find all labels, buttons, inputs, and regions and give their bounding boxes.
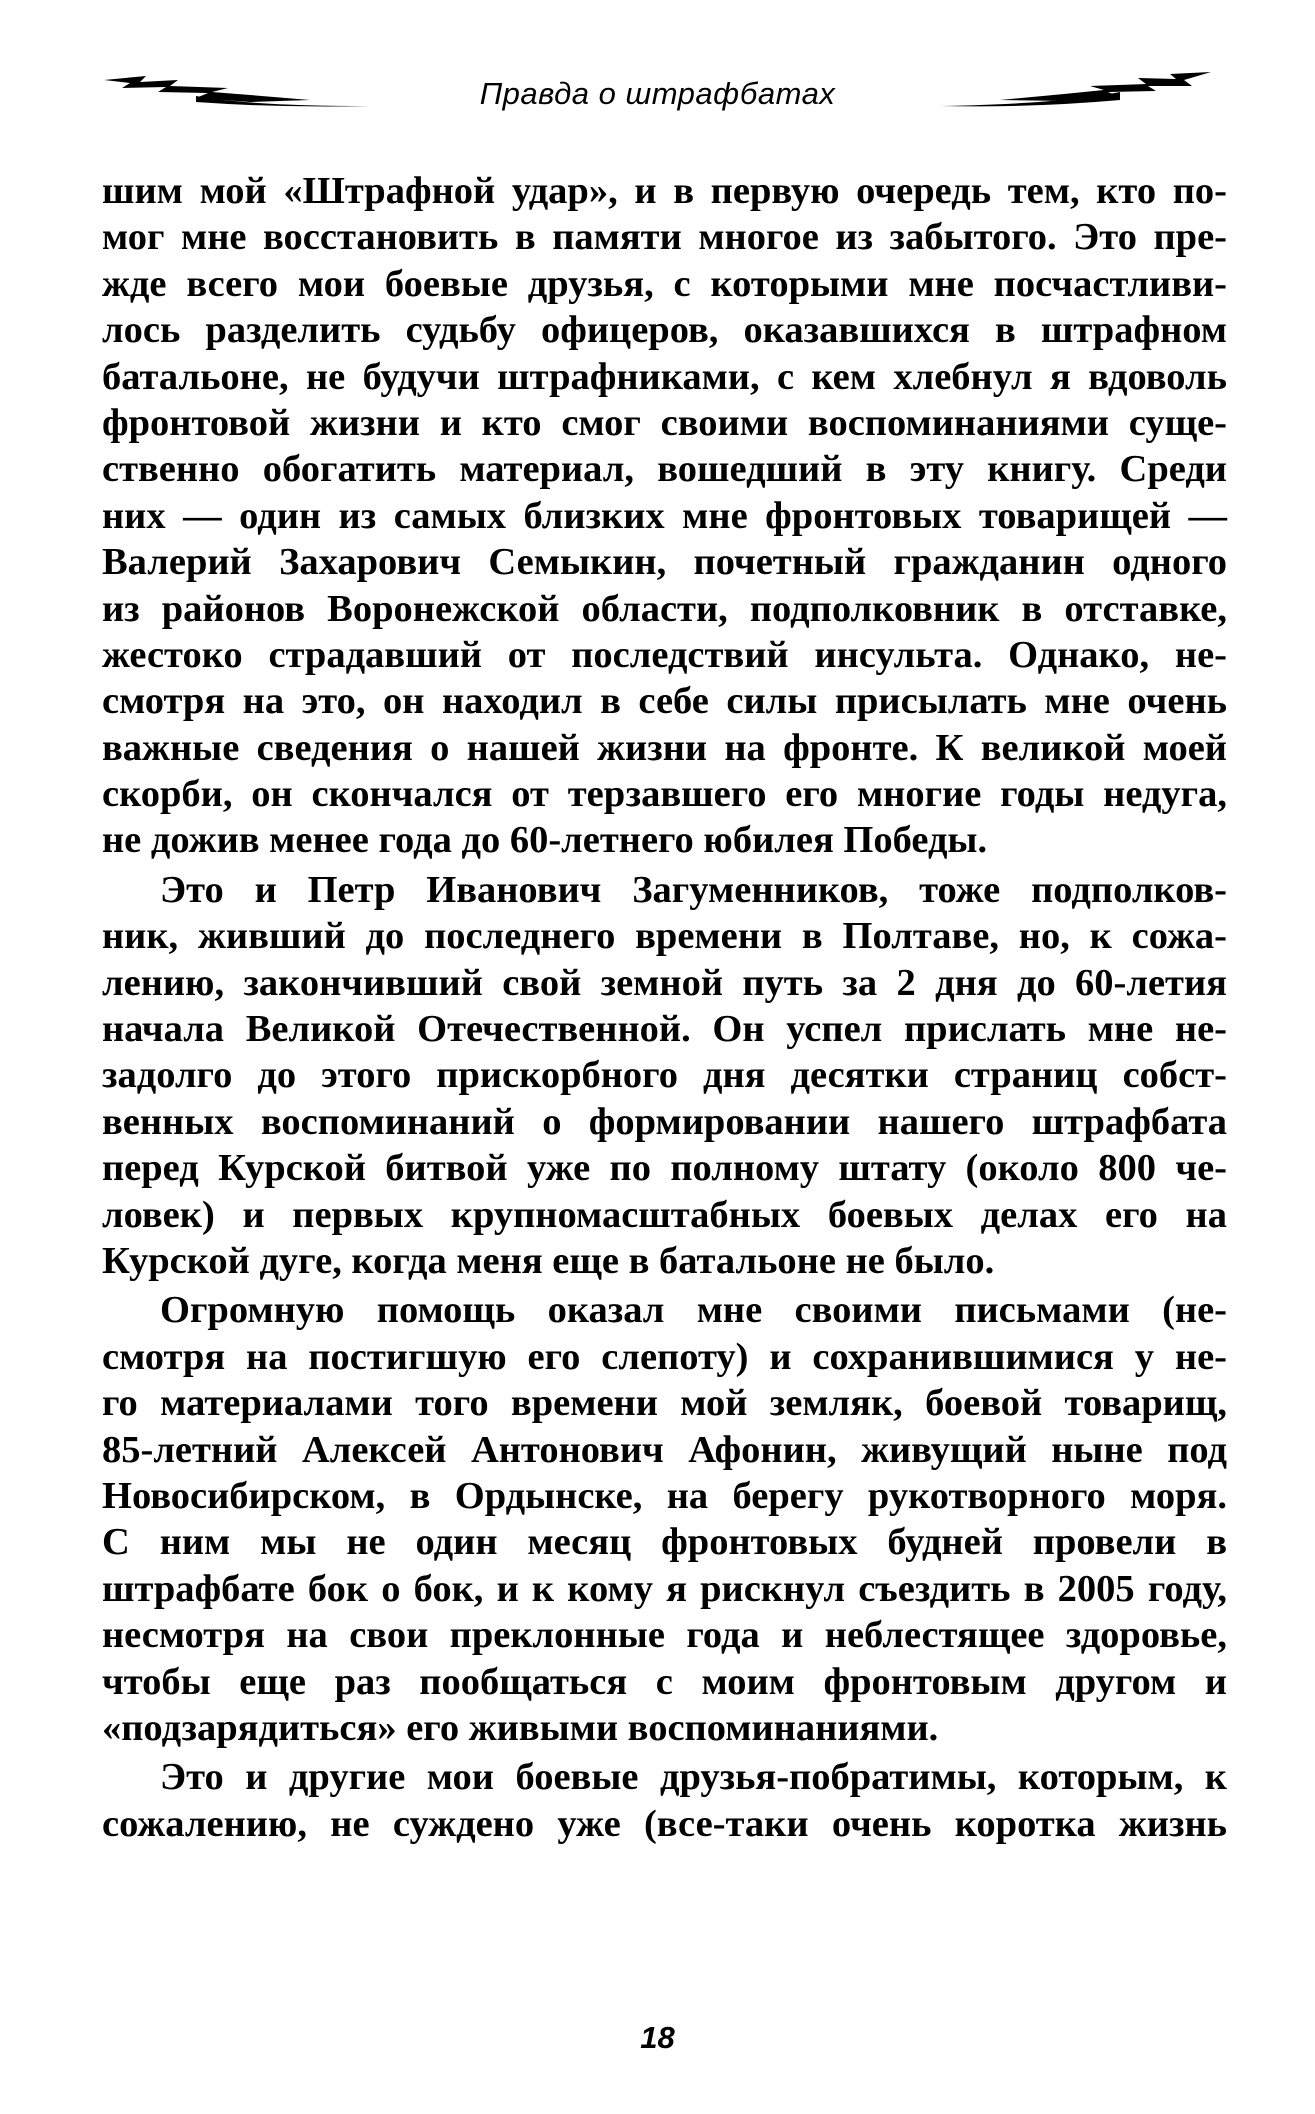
paragraph-3: [102, 1287, 1227, 1751]
text-line: батальоне, не будучи штрафниками, с кем хлебнул я вдоволь: [102, 355, 1227, 398]
text-line: из районов Воронежской области, подполковник в отставке,: [102, 587, 1227, 630]
text-line: С ним мы не один месяц фронтовых будней провели в: [102, 1521, 1227, 1564]
page-number: 18: [640, 2020, 675, 2055]
text-line: несмотря на свои преклонные года и неблестящее здоровье,: [102, 1614, 1227, 1657]
text-line: ник, живший до последнего времени в Полтаве, но, к сожа-: [102, 915, 1227, 958]
text-line: шим мой «Штрафной удар», и в первую очередь тем, кто по-: [102, 170, 1227, 212]
text-line: чтобы еще раз пообщаться с моим фронтовым другом и: [102, 1660, 1227, 1703]
text-line: смотря на постигшую его слепоту) и сохранившимися у не-: [102, 1335, 1227, 1378]
text-line: ловек) и первых крупномасштабных боевых делах его на: [102, 1193, 1227, 1236]
text-line: сожалению, не суждено уже (все-таки очень коротка жизнь: [102, 1802, 1227, 1845]
paragraph-1: [102, 168, 1227, 864]
text-line: мог мне восстановить в памяти многое из забытого. Это пре-: [102, 216, 1227, 259]
text-line: ственно обогатить материал, вошедший в эту книгу. Среди: [102, 448, 1227, 491]
text-line: начала Великой Отечественной. Он успел прислать мне не-: [102, 1008, 1227, 1051]
paragraph-4: [102, 1754, 1227, 1847]
text-line: лению, закончивший свой земной путь за 2 дня до 60-летия: [102, 961, 1227, 1004]
text-line: Курской дуге, когда меня еще в батальоне не было.: [102, 1239, 995, 1282]
text-line: Валерий Захарович Семыкин, почетный гражданин одного: [102, 541, 1227, 584]
text-line: Новосибирском, в Ордынске, на берегу рукотворного моря.: [102, 1474, 1227, 1517]
text-line: задолго до этого прискорбного дня десятки страниц собст-: [102, 1054, 1227, 1097]
text-line: перед Курской битвой уже по полному штату (около 800 че-: [102, 1147, 1227, 1190]
text-line: 85-летний Алексей Антонович Афонин, живущий ныне под: [102, 1428, 1227, 1471]
text-line: них — один из самых близких мне фронтовых товарищей —: [102, 494, 1227, 537]
text-line: Это и Петр Иванович Загуменников, тоже подполков-: [160, 868, 1227, 911]
text-line: Это и другие мои боевые друзья-побратимы, которым, к: [160, 1756, 1227, 1799]
text-line: жде всего мои боевые друзья, с которыми мне посчастливи-: [102, 262, 1227, 305]
text-line: фронтовой жизни и кто смог своими воспоминаниями суще-: [102, 401, 1227, 444]
text-line: го материалами того времени мой земляк, боевой товарищ,: [102, 1382, 1227, 1425]
text-line: венных воспоминаний о формировании нашего штрафбата: [102, 1100, 1227, 1143]
running-header: [100, 62, 1215, 142]
text-line: лось разделить судьбу офицеров, оказавшихся в штрафном: [102, 309, 1227, 352]
paragraph-2: [102, 867, 1227, 1285]
text-line: Огромную помощь оказал мне своими письмами (не-: [160, 1289, 1227, 1332]
text-line: жестоко страдавший от последствий инсульта. Однако, не-: [102, 633, 1227, 676]
running-title: Правда о штрафбатах: [479, 76, 836, 111]
page-body-text: [102, 168, 1227, 1850]
text-line: важные сведения о нашей жизни на фронте. К великой моей: [102, 726, 1227, 769]
text-line: штрафбате бок о бок, и к кому я рискнул съездить в 2005 году,: [102, 1567, 1227, 1610]
text-line: «подзарядиться» его живыми воспоминаниями.: [102, 1706, 939, 1749]
text-line: скорби, он скончался от терзавшего его многие годы недуга,: [102, 773, 1227, 816]
text-line: смотря на это, он находил в себе силы присылать мне очень: [102, 680, 1227, 723]
text-line: не дожив менее года до 60-летнего юбилея Победы.: [102, 819, 988, 862]
